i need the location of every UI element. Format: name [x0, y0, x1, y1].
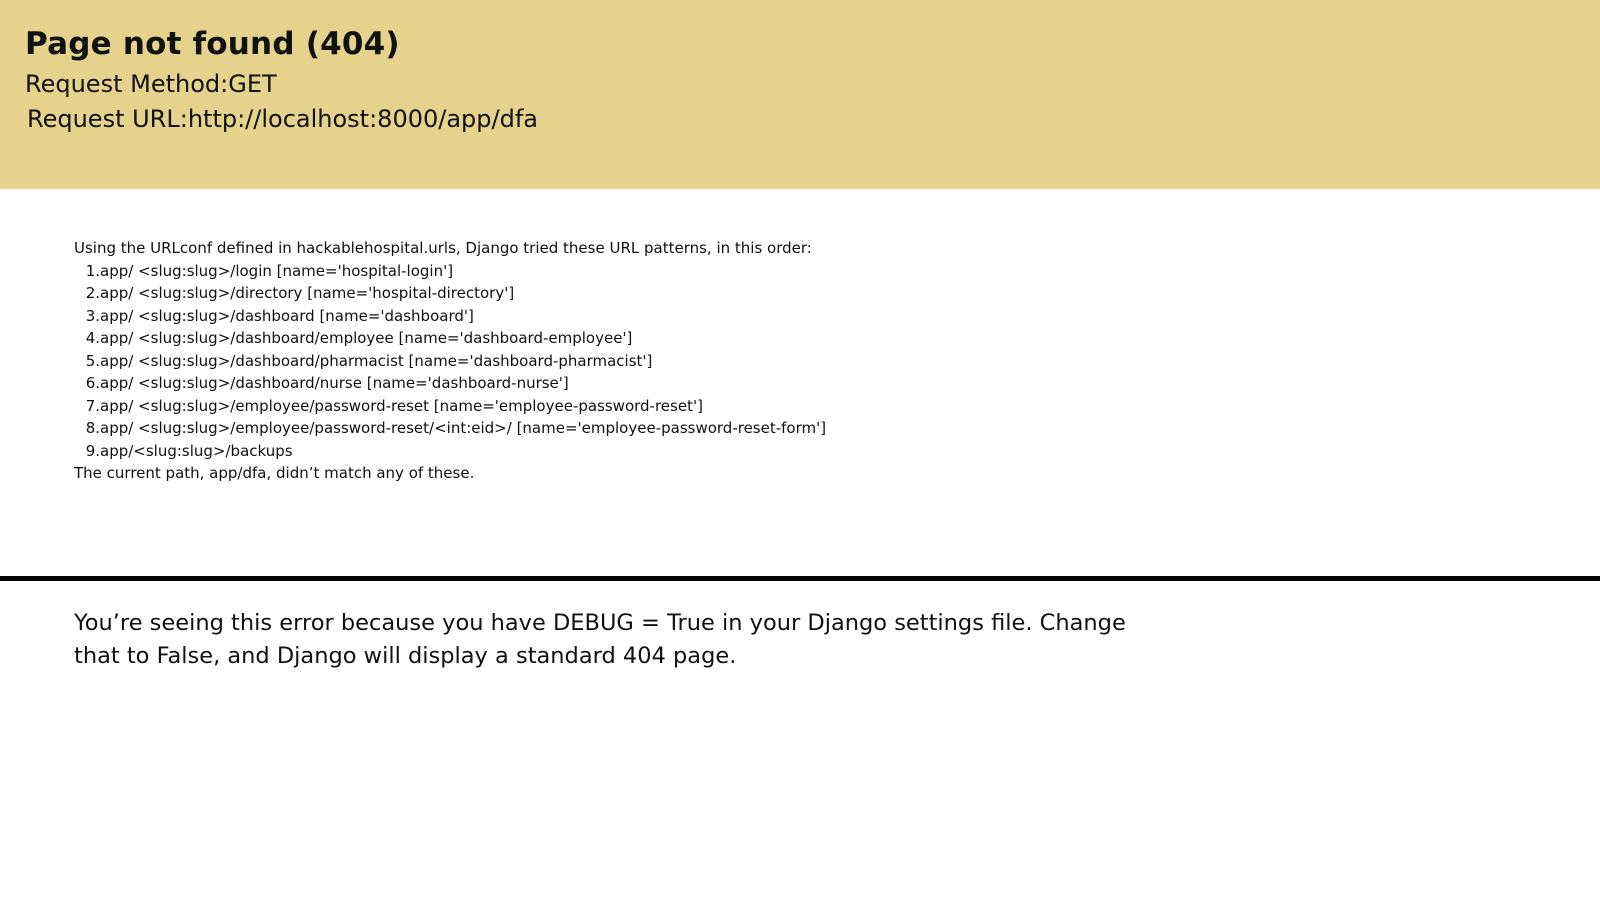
- pattern-number: 4.: [85, 329, 100, 347]
- url-pattern-item: [74, 350, 826, 373]
- info-section: [74, 237, 826, 485]
- pattern-text: app/ <slug:slug>/dashboard/employee [name='dashboard-employee']: [100, 329, 633, 347]
- url-pattern-item: [74, 372, 826, 395]
- url-pattern-item: [74, 327, 826, 350]
- url-pattern-item: [74, 260, 826, 283]
- pattern-text: app/<slug:slug>/backups: [100, 441, 293, 460]
- url-pattern-item: [74, 305, 826, 328]
- url-pattern-item: [74, 282, 826, 305]
- pattern-number: 1.: [85, 261, 100, 280]
- summary-banner: [0, 0, 1600, 189]
- pattern-number: 9.: [85, 441, 100, 460]
- request-method-row: [25, 70, 277, 98]
- pattern-text: app/ <slug:slug>/directory [name='hospital-directory']: [100, 284, 515, 302]
- pattern-number: 2.: [85, 284, 100, 302]
- pattern-number: 7.: [85, 396, 100, 415]
- request-method-label: Request Method:: [25, 70, 229, 98]
- pattern-text: app/ <slug:slug>/dashboard/pharmacist [name='dashboard-pharmacist']: [100, 351, 653, 370]
- pattern-text: app/ <slug:slug>/employee/password-reset [name='employee-password-reset']: [100, 396, 703, 415]
- pattern-number: 3.: [85, 306, 100, 325]
- url-pattern-list: [74, 260, 826, 463]
- pattern-text: app/ <slug:slug>/login [name='hospital-login']: [100, 261, 454, 280]
- url-pattern-item: [74, 440, 826, 463]
- request-url-row: [27, 105, 538, 133]
- pattern-number: 8.: [85, 419, 100, 437]
- request-method-value: GET: [228, 70, 277, 98]
- debug-explanation: You’re seeing this error because you have DEBUG = True in your Django settings file. Change that to False, and Django will display a standard 404 page.: [74, 610, 1126, 669]
- url-pattern-item: [74, 417, 826, 440]
- pattern-text: app/ <slug:slug>/employee/password-reset/<int:eid>/ [name='employee-password-reset-form']: [100, 419, 827, 437]
- current-path-note: The current path, app/dfa, didn’t match any of these.: [74, 464, 475, 482]
- request-url-value: http://localhost:8000/app/dfa: [187, 105, 538, 133]
- pattern-number: 5.: [85, 351, 100, 370]
- url-pattern-item: [74, 395, 826, 418]
- urlconf-intro: Using the URLconf defined in hackablehospital.urls, Django tried these URL patterns, in this order:: [74, 239, 812, 257]
- request-url-label: Request URL:: [27, 105, 188, 133]
- section-divider: [0, 576, 1600, 581]
- pattern-number: 6.: [85, 374, 100, 392]
- pattern-text: app/ <slug:slug>/dashboard [name='dashboard']: [100, 306, 474, 325]
- page-title: Page not found (404): [25, 26, 400, 62]
- pattern-text: app/ <slug:slug>/dashboard/nurse [name='dashboard-nurse']: [100, 374, 569, 392]
